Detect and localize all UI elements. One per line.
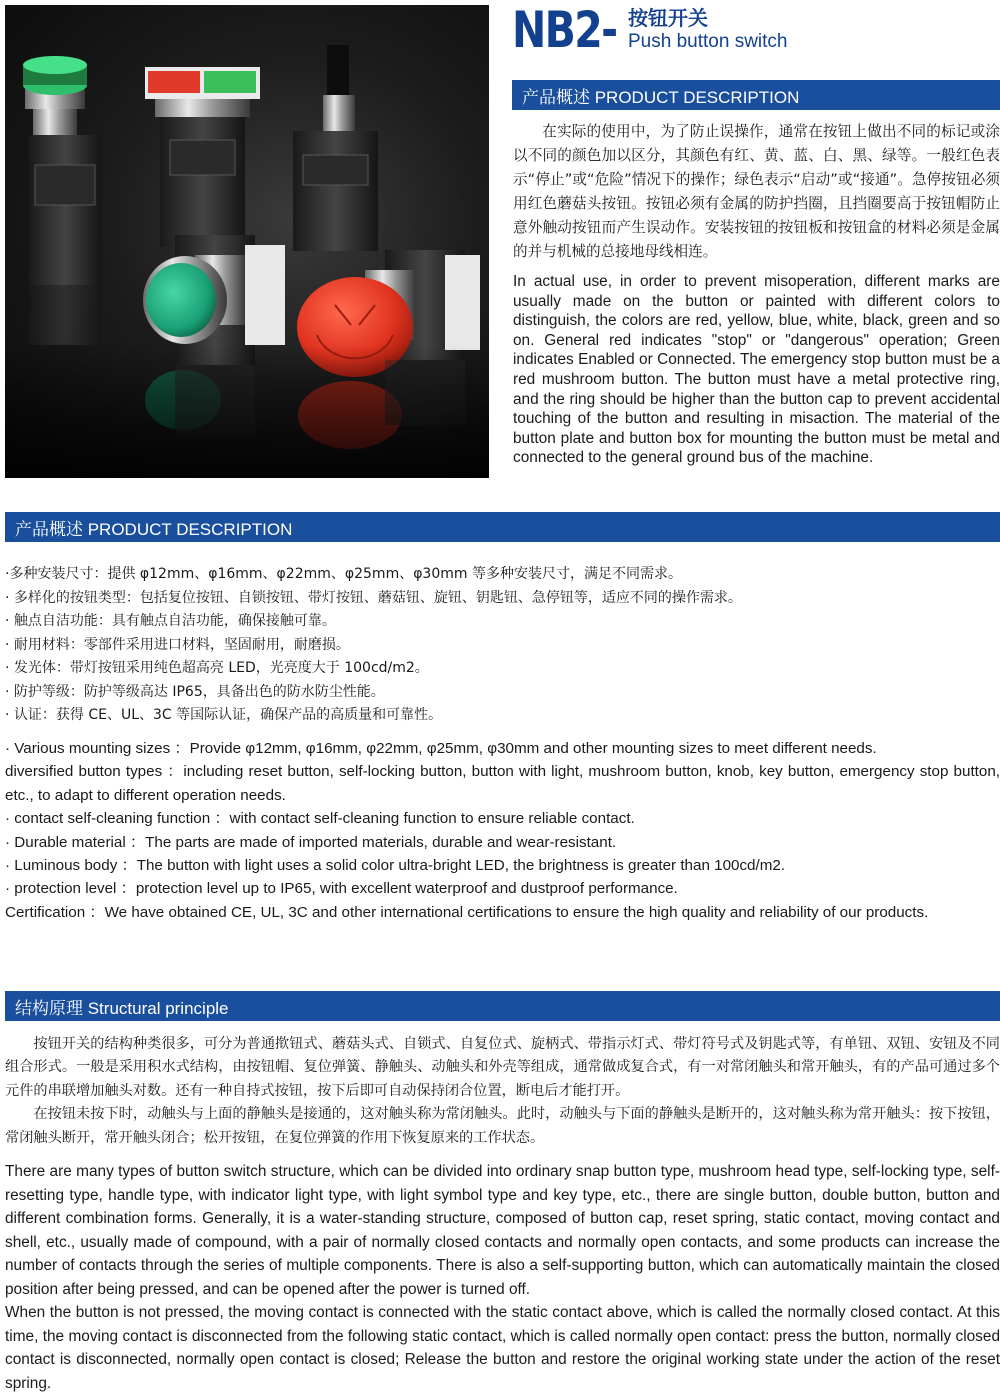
structure-paragraph-en: When the button is not pressed, the moving contact is connected with the static contact above, which is called the normally closed contact. At this time, the moving contact is disconnected from the following static contact, which is called normally open contact: press the button, normally closed contact is disconnected, normally open contact is closed; Release the button and restore the original working state under the action of the reset spring.: [5, 1304, 1000, 1392]
feature-item-cn: · 耐用材料：零部件采用进口材料，坚固耐用，耐磨损。: [5, 636, 350, 653]
feature-item-cn: · 防护等级：防护等级高达 IP65，具备出色的防水防尘性能。: [5, 683, 385, 700]
feature-item-en: · Durable material ：The parts are made of imported materials, durable and wear-resistant.: [5, 833, 617, 851]
feature-item-en: diversified button types ：including reset button, self-locking button, button with light, mushroom button, knob, key button, emergency stop button, etc., to adapt to different operation needs.: [5, 763, 1000, 804]
feature-list-cn: [5, 563, 1000, 728]
structure-text-en: [5, 1160, 1000, 1393]
feature-list-en: [5, 737, 1000, 924]
structure-paragraph-cn: 在按钮未按下时，动触头与上面的静触头是接通的，这对触头称为常闭触头。此时，动触头与下面的静触头是断开的，这对触头称为常开触头：按下按钮，常闭触头断开，常开触头闭合；松开按钮，在复位弹簧的作用下恢复原来的工作状态。: [5, 1106, 1000, 1146]
feature-item-en: · contact self-cleaning function ：with contact self-cleaning function to ensure reliable contact.: [5, 810, 635, 828]
feature-item-cn: · 发光体：带灯按钮采用纯色超高亮 LED，光亮度大于 100cd/m2。: [5, 660, 429, 676]
product-header: [512, 2, 787, 60]
section-heading-features: 产品概述 PRODUCT DESCRIPTION: [5, 512, 1000, 542]
section-heading-structure: 结构原理 Structural principle: [5, 991, 1000, 1021]
feature-item-cn: ·多种安装尺寸：提供 φ12mm、φ16mm、φ22mm、φ25mm、φ30mm 等多种安装尺寸，满足不同需求。: [5, 566, 682, 582]
feature-item-en: Certification ：We have obtained CE, UL, 3C and other international certifications to ensure the high quality and reliability of our products.: [5, 903, 929, 921]
structure-text-cn: [5, 1033, 1000, 1150]
feature-item-en: · Luminous body ：The button with light uses a solid color ultra-bright LED, the brightness is greater than 100cd/m2.: [5, 857, 786, 875]
description-text-en: In actual use, in order to prevent misoperation, different marks are usually made on the button or painted with different colors to distinguish, the colors are red, yellow, blue, white, black, green and so on. General red indicates "stop" or "dangerous" operation; Green indicates Enabled or Connected. The emergency stop button must be a red mushroom button. The button must have a metal protective ring, and the ring should be higher than the button cap to prevent accidental touching of the button and resulting in misaction. The material of the button plate and button box for mounting the button must be metal and connected to the general ground bus of the machine.: [513, 273, 1000, 467]
feature-item-en: · protection level ：protection level up to IP65, with excellent waterproof and dustproof performance.: [5, 880, 678, 898]
description-text-cn: 在实际的使用中，为了防止误操作，通常在按钮上做出不同的标记或涂以不同的颜色加以区分，其颜色有红、黄、蓝、白、黑、绿等。一般红色表示“停止”或“危险”情况下的操作；绿色表示“启动”或“接通”。急停按钮必须用红色蘑菇头按钮。按钮必须有金属的防护挡圈，且挡圈要高于按钮帽防止意外触动按钮而产生误动作。安装按钮的按钮板和按钮盒的材料必须是金属的并与机械的总接地母线相连。: [513, 123, 1000, 260]
structure-paragraph-cn: 按钮开关的结构种类很多，可分为普通揿钮式、蘑菇头式、自锁式、自复位式、旋柄式、带指示灯式、带灯符号式及钥匙式等，有单钮、双钮、安钮及不同组合形式。一般是采用积水式结构，由按钮帽、复位弹簧、静触头、动触头和外壳等组成，通常做成复合式，有一对常闭触头和常开触头，有的产品可通过多个元件的串联增加触头对数。还有一种自持式按钮，按下后即可自动保持闭合位置，断电后才能打开。: [5, 1036, 1000, 1099]
title-cn: 按钮开关: [628, 6, 708, 30]
feature-item-cn: · 认证：获得 CE、UL、3C 等国际认证，确保产品的高质量和可靠性。: [5, 707, 443, 723]
model-code: NB2-: [512, 1, 617, 59]
product-photo: [5, 5, 489, 478]
structure-paragraph-en: There are many types of button switch structure, which can be divided into ordinary snap button type, mushroom head type, self-locking type, self-resetting type, handle type, with indicator light type, with light symbol type and key type, etc., there are single button, double button, button and different combination forms. Generally, it is a water-standing structure, composed of button cap, reset spring, static contact, moving contact and shell, etc., usually made of compound, with a pair of normally closed contacts and normally open contacts, and some products can increase the number of contacts through the series of multiple components. There is also a self-supporting button, which can automatically maintain the closed position after being pressed, and can be opened after the power is turned off.: [5, 1163, 1000, 1298]
product-title: [628, 2, 787, 54]
section-heading-description: 产品概述 PRODUCT DESCRIPTION: [512, 80, 1000, 110]
feature-item-cn: · 触点自洁功能：具有触点自洁功能，确保接触可靠。: [5, 613, 336, 629]
feature-item-en: · Various mounting sizes ：Provide φ12mm, φ16mm, φ22mm, φ25mm, φ30mm and other mounting sizes to meet different needs.: [5, 740, 877, 757]
push-button-photo-illustration: [5, 5, 489, 478]
feature-item-cn: · 多样化的按钮类型：包括复位按钮、自锁按钮、带灯按钮、蘑菇钮、旋钮、钥匙钮、急停钮等，适应不同的操作需求。: [5, 589, 742, 606]
title-en: Push button switch: [628, 31, 788, 52]
